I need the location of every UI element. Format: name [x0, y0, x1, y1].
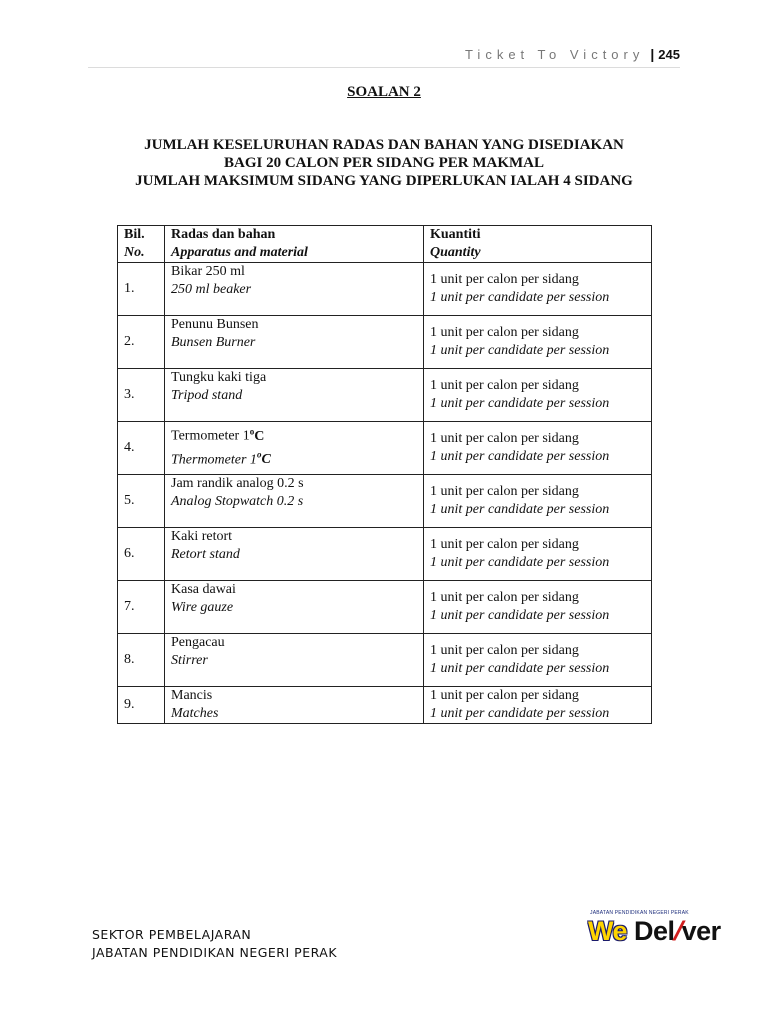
- degree-unit: $^o$C: [256, 449, 271, 468]
- quantity-en: 1 unit per candidate per session: [430, 555, 610, 570]
- quantity-ms: 1 unit per calon per sidang: [430, 688, 579, 703]
- item-name-ms: Pengacau: [171, 635, 225, 650]
- quantity-en: 1 unit per candidate per session: [430, 661, 610, 676]
- quantity-ms: 1 unit per calon per sidang: [430, 325, 579, 340]
- row-number: 4.: [118, 422, 165, 475]
- item-name-ms: Penunu Bunsen: [171, 317, 259, 332]
- item-name-en: Thermometer 1$^o$C: [171, 449, 271, 468]
- item-name-ms: Kaki retort: [171, 529, 233, 544]
- header-bil: Bil. No.: [118, 226, 165, 263]
- question-title: SOALAN 2: [347, 84, 421, 100]
- quantity-en: 1 unit per candidate per session: [430, 502, 610, 517]
- row-item: [165, 422, 424, 475]
- item-name-ms: Bikar 250 ml: [171, 264, 245, 279]
- degree-unit: $^o$C: [249, 426, 265, 444]
- quantity-ms: 1 unit per calon per sidang: [430, 484, 579, 499]
- row-item: [165, 687, 424, 724]
- item-name-en: Tripod stand: [171, 388, 243, 403]
- table-row: [118, 687, 652, 724]
- footer-line-2: JABATAN PENDIDIKAN NEGERI PERAK: [92, 945, 338, 960]
- logo-slash-icon: /: [669, 916, 687, 946]
- quantity-ms: 1 unit per calon per sidang: [430, 378, 579, 393]
- apparatus-table: [117, 225, 652, 724]
- item-name-ms: Tungku kaki tiga: [171, 370, 267, 385]
- row-number: 6.: [118, 528, 165, 581]
- row-quantity: [424, 581, 652, 634]
- row-number: 7.: [118, 581, 165, 634]
- item-name-en: Stirrer: [171, 653, 208, 668]
- table-row: [118, 634, 652, 687]
- page-footer: [92, 926, 337, 962]
- table-row: [118, 528, 652, 581]
- row-number: 3.: [118, 369, 165, 422]
- quantity-en: 1 unit per candidate per session: [430, 290, 610, 305]
- page-header: [0, 46, 680, 64]
- row-quantity: [424, 475, 652, 528]
- table-row: [118, 475, 652, 528]
- item-name-en: Matches: [171, 706, 219, 721]
- row-item: [165, 369, 424, 422]
- table-row: [118, 263, 652, 316]
- row-number: 5.: [118, 475, 165, 528]
- logo-wordmark: We Del/ver: [588, 916, 721, 946]
- item-name-ms: Termometer 1$^o$C: [171, 426, 265, 444]
- footer-line-1: SEKTOR PEMBELAJARAN: [92, 927, 252, 942]
- row-quantity: [424, 316, 652, 369]
- header-separator: |: [650, 46, 655, 62]
- logo-caption: JABATAN PENDIDIKAN NEGERI PERAK: [590, 910, 689, 916]
- row-number: 8.: [118, 634, 165, 687]
- we-deliver-logo: [588, 910, 721, 954]
- heading-line-2: BAGI 20 CALON PER SIDANG PER MAKMAL: [223, 155, 544, 171]
- row-item: [165, 316, 424, 369]
- quantity-ms: 1 unit per calon per sidang: [430, 537, 579, 552]
- quantity-en: 1 unit per candidate per session: [430, 343, 610, 358]
- row-quantity: [424, 687, 652, 724]
- quantity-en: 1 unit per candidate per session: [430, 608, 610, 623]
- item-name-en: Analog Stopwatch 0.2 s: [171, 494, 304, 509]
- quantity-ms: 1 unit per calon per sidang: [430, 431, 579, 446]
- quantity-ms: 1 unit per calon per sidang: [430, 590, 579, 605]
- table-row: [118, 316, 652, 369]
- row-number: 9.: [118, 687, 165, 724]
- quantity-en: 1 unit per candidate per session: [430, 396, 610, 411]
- item-name-ms: Mancis: [171, 688, 213, 703]
- item-name-en: Retort stand: [171, 547, 240, 562]
- item-name-en: 250 ml beaker: [171, 282, 252, 297]
- header-item: Radas dan bahan Apparatus and material: [165, 226, 424, 263]
- table-header-row: [118, 226, 652, 263]
- row-item: [165, 528, 424, 581]
- row-quantity: [424, 528, 652, 581]
- section-heading: [0, 136, 768, 190]
- row-item: [165, 475, 424, 528]
- table-row: [118, 581, 652, 634]
- row-item: [165, 634, 424, 687]
- row-number: 2.: [118, 316, 165, 369]
- item-name-en: Bunsen Burner: [171, 335, 256, 350]
- row-quantity: [424, 263, 652, 316]
- quantity-en: 1 unit per candidate per session: [430, 706, 610, 721]
- header-title: Ticket To Victory: [464, 47, 645, 62]
- table-row: [118, 369, 652, 422]
- row-quantity: [424, 634, 652, 687]
- quantity-ms: 1 unit per calon per sidang: [430, 272, 579, 287]
- row-quantity: [424, 422, 652, 475]
- item-name-ms: Jam randik analog 0.2 s: [171, 476, 304, 491]
- row-quantity: [424, 369, 652, 422]
- row-item: [165, 581, 424, 634]
- item-name-ms: Kasa dawai: [171, 582, 236, 597]
- page-number: 245: [658, 47, 680, 62]
- table-row: [118, 422, 652, 475]
- heading-line-1: JUMLAH KESELURUHAN RADAS DAN BAHAN YANG DISEDIAKAN: [144, 137, 624, 153]
- heading-line-3: JUMLAH MAKSIMUM SIDANG YANG DIPERLUKAN IALAH 4 SIDANG: [135, 173, 633, 189]
- row-number: 1.: [118, 263, 165, 316]
- quantity-en: 1 unit per candidate per session: [430, 449, 610, 464]
- row-item: [165, 263, 424, 316]
- header-quantity: Kuantiti Quantity: [424, 226, 652, 263]
- header-rule: [88, 67, 680, 68]
- quantity-ms: 1 unit per calon per sidang: [430, 643, 579, 658]
- item-name-en: Wire gauze: [171, 600, 234, 615]
